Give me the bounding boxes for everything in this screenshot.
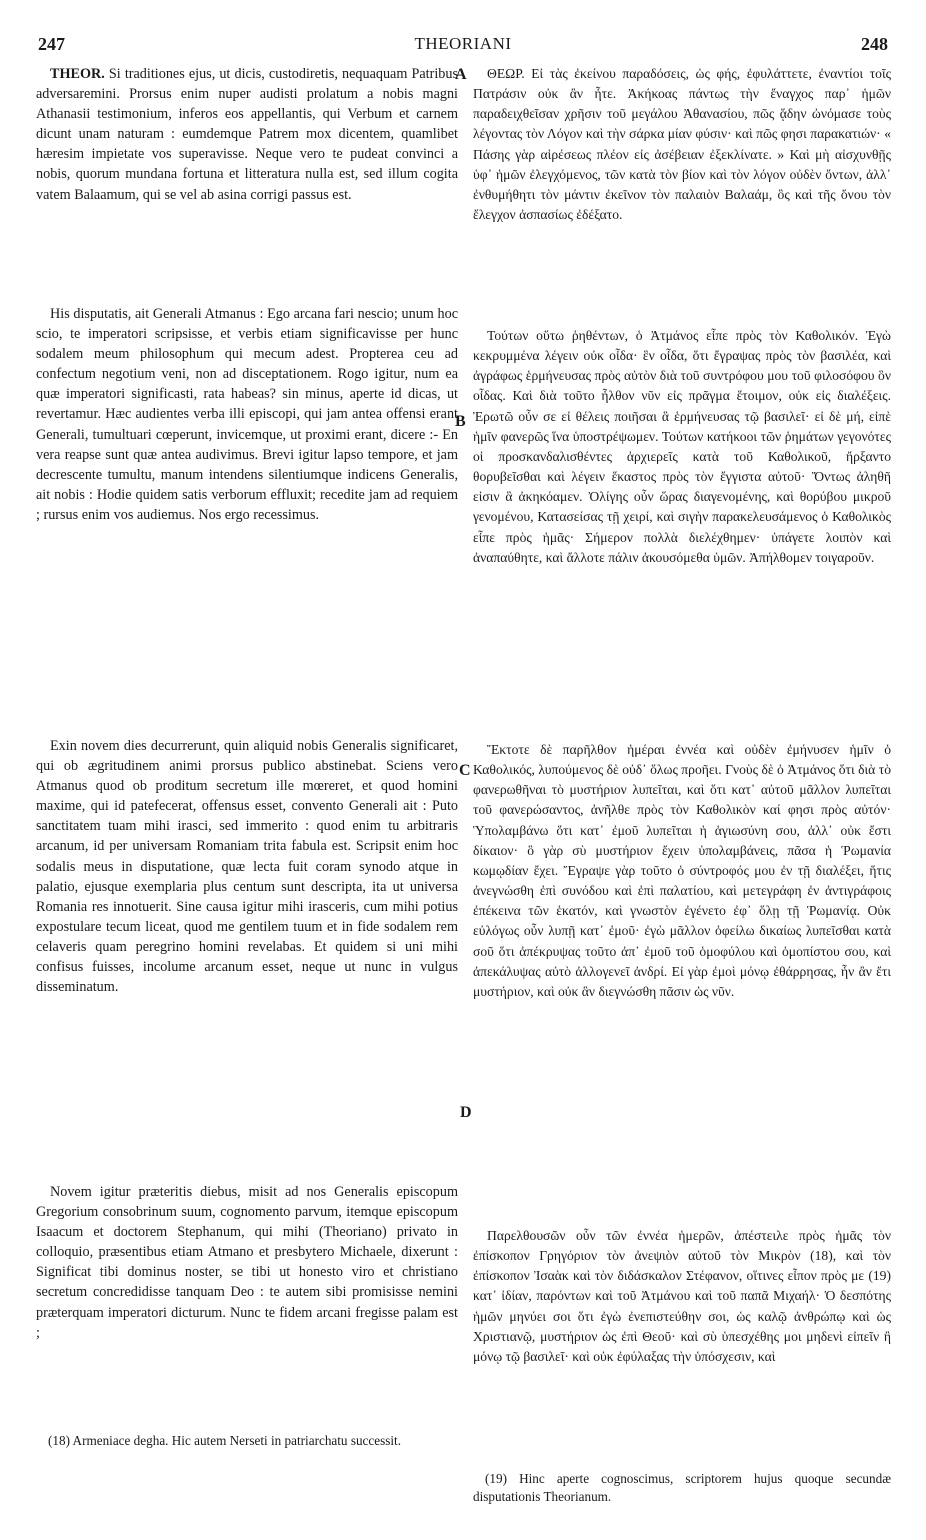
latin-footnote: (18) Armeniace degha. Hic autem Nerseti in patriarchatu successit. xyxy=(48,1433,401,1448)
page-header xyxy=(38,34,888,58)
greek-paragraph: Παρελθουσῶν οὖν τῶν ἐννέα ἡμερῶν, ἀπέστειλε πρὸς ἡμᾶς τὸν ἐπίσκοπον Γρηγόριον τὸν ἀνεψιὸν αὐτοῦ τὸν Μικρὸν (18), καὶ τὸν ἐπίσκοπον Ἰσαὰκ καὶ τὸν διδάσκαλον Στέφανον, οἵτινες εἶπον πρὸς με (19) κατ᾽ ἰδίαν, παρόντων καὶ τοῦ Ἀτμάνου καὶ τοῦ παπᾶ Μιχαήλ· Ὁ δεσπότης ἡμῶν μηνύει σοι ὅτι ἐγὼ ἐνεπιστεύθην σοι, ὡς καλῷ ἀνθρώπῳ καὶ ὡς Χριστιανῷ, μυστήριον ὡς ἐπὶ Θεοῦ· καὶ σὺ ὑπεσχέθης μοι μηδενὶ εἰπεῖν ἢ μόνῳ τῷ βασιλεῖ· καὶ οὐκ ἐφύλαξας τὴν ὑπόσχεσιν, καὶ xyxy=(473,1228,891,1364)
latin-paragraph: Novem igitur præteritis diebus, misit ad nos Generalis episcopum Gregorium consobrinum suum, cognomento parvum, itemque episcopum Isaacum et doctorem Stephanum, qui mihi (Theoriano) privato in colloquio, præsentibus etiam Atmano et presbytero Michaele, dixerunt : Significat tibi dominus noster, se tibi ut honesto viro et christiano secretum concredidisse tanquam Deo : te autem sibi promisisse nemini præterquam imperatori dicturum. Nunc te fidem arcani fregisse palam est ; xyxy=(36,1184,458,1341)
page-number-right: 248 xyxy=(861,34,888,54)
margin-letter-d: D xyxy=(460,1104,472,1121)
greek-column xyxy=(473,64,891,1505)
running-title: THEORIANI xyxy=(414,34,512,53)
paragraph-text: Si traditiones ejus, ut dicis, custodiretis, nequaquam Patribus adversaremini. Prorsus enim nuper audisti prolatum a nobis magni Athanasii testimonium, inferos eos appellantis, qui Verbum et carnem dicunt unam naturam : eumdemque Patrem mox dicentem, quamlibet hæresim impietate vos superavisse. Neque vero te pudeat convinci a nobis, quorum mundana fortuna et litteratura nulla est, sed illum cogita vatem Balaamum, qui se vel ab asina corrigi passus est. xyxy=(36,66,458,203)
latin-paragraph: His disputatis, ait Generali Atmanus : Ego arcana fari nescio; unum hoc scio, te imperatori scripsisse, et verbis etiam significavisse per hunc sodalem meum philosophum qui mecum adest. Propterea ceu ad confectum negotium veni, non ad disceptationem. Rogo igitur, num ea quæ imperatori significasti, rata habeas? sin minus, aperte id dicas, ut revertamur. Hæc audientes verba illi episcopi, qui jam antea offensi erant Generali, tumultuari cœperunt, invicemque, ut proximi erant, dicere :- En vera reapse sunt quæ antea audivimus. Brevi igitur lapso tempore, et jam decrescente tumultu, manum intendens silentiumque indicens Generalis, ait nobis : Hodie quidem satis verborum effluxit; recedite jam ad requiem ; rursus enim vos audiemus. Nos ergo recessimus. xyxy=(36,306,458,523)
latin-paragraph xyxy=(36,64,458,298)
greek-paragraph: Τούτων οὕτω ῥηθέντων, ὁ Ἀτμάνος εἶπε πρὸς τὸν Καθολικόν. Ἐγὼ κεκρυμμένα λέγειν οὐκ οἶδα· ἓν οἶδα, ὅτι ἔγραψας πρὸς τὸν βασιλέα, καὶ ἀγράφως ἑρμήνευσας πρὸς αὐτὸν διὰ τοῦ συντρόφου μου τοῦ φιλοσόφου ὃν οἶδας. Καὶ διὰ τοῦτο ἦλθον νῦν εἰς πρᾶγμα ἕτοιμον, οὐκ εἰς διαλέξεις. Ἐρωτῶ οὖν σε εἰ θέλεις ποιῆσαι ἃ ἑρμήνευσας τῷ βασιλεῖ· εἰ δὲ μή, εἰπὲ ἡμῖν φανερῶς ἵνα ὑποστρέψωμεν. Τούτων κατήκοοι τῶν ῥημάτων γεγονότες οἱ προσκανδαλισθέντες ἀρχιερεῖς κατὰ τοῦ Καθολικοῦ, ἤρξαντο θορυβεῖσθαι καὶ λέγειν ἕκαστος πρὸς τὸν ἔγγιστα αὐτοῦ· Ὄντως ἀληθῆ εἰσιν ἃ ἀκηκόαμεν. Ὀλίγης οὖν ὥρας διαγενομένης, καὶ θορύβου μικροῦ γενομένου, Κατασείσας τῇ χειρί, καὶ σιγὴν παρακελευσάμενος ὁ Καθολικὸς εἶπε πρὸς ἡμᾶς· Σήμερον πολλὰ διελέχθημεν· ὑπάγετε λοιπὸν καὶ ἀναπαύθητε, καὶ ἄλλοτε πάλιν ἀκουσόμεθα ὑμῶν. Ἀπήλθομεν τοιγαροῦν. xyxy=(473,328,891,565)
latin-column xyxy=(36,64,458,1450)
greek-footnote: (19) Hinc aperte cognoscimus, scriptorem hujus quoque secundæ disputationis Theorianum. xyxy=(473,1471,891,1504)
margin-letter-b: B xyxy=(455,413,466,430)
latin-paragraph: Exin novem dies decurrerunt, quin aliquid nobis Generalis significaret, qui ob ægritudinem animi prorsus publico abstinebat. Sciens vero Atmanus quod ob proditum secretum ille mœreret, et quod homini maxime, qui id patefecerat, offensus esset, convento Generali ait : Puto sanctitatem tuam mihi irasci, sed immerito : quod enim tu arbitraris arcanum, id per universam Romaniam trita fabula est. Scripsit enim hoc sodalis meus in disputatione, quæ lecta fuit coram synodo atque in palatio, ejusque exemplaria plus centum sunt descripta, ita ut universa Romania res innotuerit. Sine causa igitur mihi irasceris, cum mihi potius expostulare tecum liceat, quod me gentilem tuum et in fide sodalem rem celaveris quam peregrino homini revelabas. Et quidem si uni mihi confisus fuisses, incolume arcanum esset, neque ut nunc in vulgus disseminatum. xyxy=(36,738,458,996)
speaker-label: THEOR. xyxy=(50,66,105,82)
page-number-left: 247 xyxy=(38,34,65,54)
margin-letter-c: C xyxy=(459,762,471,779)
greek-paragraph: ΘΕΩΡ. Εἰ τὰς ἐκείνου παραδόσεις, ὡς φής, ἐφυλάττετε, ἐναντίοι τοῖς Πατράσιν οὐκ ἂν ἦτε. Ἀκήκοας πάντως τὴν ἔναγχος παρ᾽ ἡμῶν παραδειχθεῖσαν χρῆσιν τοῦ μεγάλου Ἀθανασίου, πῶς ᾅδην ὠνόμασε τοὺς λέγοντας τὸν Λόγον καὶ τὴν σάρκα μίαν φύσιν· καὶ πῶς φησι παρακατιών· « Πάσης γὰρ αἱρέσεως πλέον εἰς ἀσέβειαν ἐξεκλίνατε. » Καὶ μὴ αἰσχυνθῇς ὑφ᾽ ἡμῶν ἐλεγχόμενος, τῶν κατὰ τὸν βίον καὶ τὸν λόγον οὐδὲν ὄντων, ἀλλ᾽ ἐνθυμήθητι τὸν μάντιν ἐκεῖνον τὸν παλαιὸν Βαλαάμ, ὃς καὶ τῆς ὄνου τὸν ἔλεγχον ἀσπασίως ἐδέξατο. xyxy=(473,66,891,223)
margin-letter-a: A xyxy=(455,66,467,83)
greek-paragraph: Ἔκτοτε δὲ παρῆλθον ἡμέραι ἐννέα καὶ οὐδὲν ἐμήνυσεν ἡμῖν ὁ Καθολικός, λυπούμενος δὲ οὐδ᾽ ὅλως προῆει. Γνοὺς δὲ ὁ Ἀτμάνος ὅτι διὰ τὸ φανερωθῆναι τὸ μυστήριον λυπεῖται, καὶ ὅτι κατ᾽ αὐτοῦ μᾶλλον λυπεῖται τοῦ φανερώσαντος, ἀνῆλθε πρὸς τὸν Καθολικὸν καί φησι πρὸς αὐτόν· Ὑπολαμβάνω ὅτι κατ᾽ ἐμοῦ λυπεῖται ἡ ἁγιωσύνη σου, ἀλλ᾽ οὐκ ἔστι δίκαιον· ὃ γὰρ σὺ μυστήριον ἔχειν ὑπολαμβάνεις, πᾶσα ἡ Ῥωμανία κωμῳδίαν ἔχει. Ἔγραψε γὰρ τοῦτο ὁ σύντροφός μου ἐν τῇ διαλέξει, ἥτις ἀνεγνώσθη ἐπὶ συνόδου καὶ ἐπὶ παλατίου, καὶ μετεγράφη ἐν ἀντιγράφοις ἐπέκεινα τῶν ἑκατόν, καὶ γνωστὸν ἐγένετο ἐφ᾽ ὅλῃ τῇ Ῥωμανίᾳ. Οὐκ εὐλόγως οὖν λυπῇ κατ᾽ ἐμοῦ· ἐγὼ μᾶλλον ὀφείλω δικαίως λυπεῖσθαι κατὰ σοῦ ὅτι ἀπέκρυψας τοῦτο ἀπ᾽ ἐμοῦ τοῦ ὁμοφύλου καὶ ὁμοπίστου σου, καὶ ἀπεκάλυψας αὐτὸ ἀλλογενεῖ ἀνδρί. Εἰ γὰρ ἐμοὶ μόνῳ ἐθάρρησας, ἦν ἂν ἔτι μυστήριον, καὶ οὐκ ἂν διεγνώσθη πᾶσιν ὡς νῦν. xyxy=(473,742,891,999)
